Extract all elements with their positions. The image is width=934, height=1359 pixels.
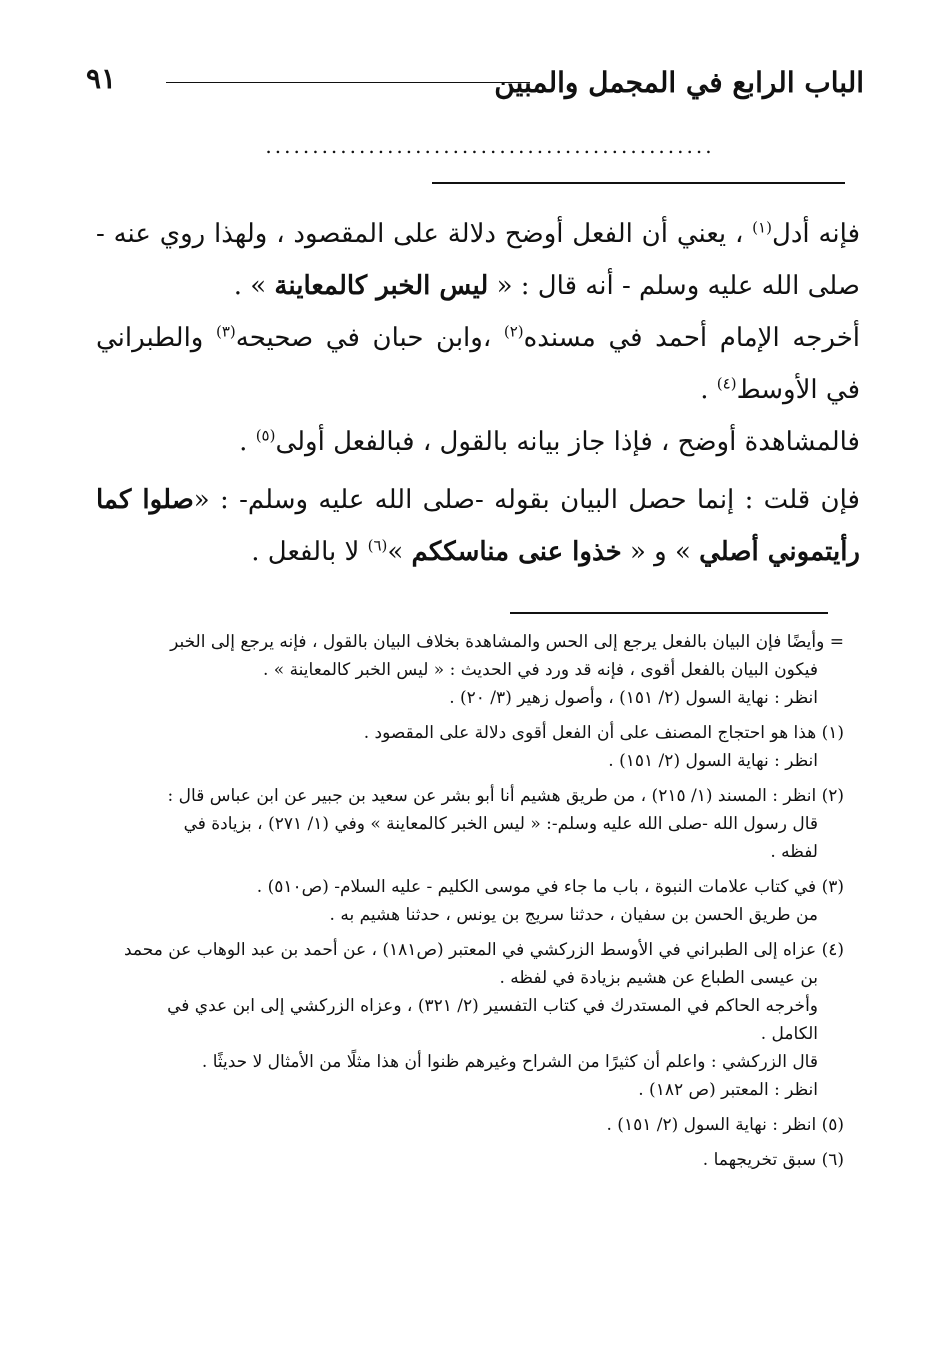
- text-run: ، يعني أن الفعل أوضح دلالة على المقصود ، ولهذا روي عنه - صلى الله عليه وسلم - أنه قال : «: [96, 219, 860, 301]
- footnote-line: قال رسول الله -صلى الله عليه وسلم-: « ليس الخبر كالمعاينة » وفي (١/ ٢٧١) ، بزيادة في: [183, 814, 818, 834]
- body-paragraph-1: [96, 208, 860, 312]
- footnote-ref-5[interactable]: (٥): [255, 426, 276, 445]
- footnote-line: (٢) انظر : المسند (١/ ٢١٥) ، من طريق هشيم أنا أبو بشر عن سعيد بن جبير عن ابن عباس قال :: [167, 786, 844, 806]
- footnote-5: [92, 1111, 844, 1139]
- hadith-quote: ليس الخبر كالمعاينة: [274, 271, 489, 301]
- footnote-line: قال الزركشي : واعلم أن كثيرًا من الشراح وغيرهم ظنوا أن هذا مثلًا من الأمثال لا حديثًا .: [201, 1052, 818, 1072]
- hadith-quote: خذوا عنى مناسككم: [411, 537, 622, 567]
- text-run: » .: [233, 271, 275, 301]
- omission-dots: ................................................: [265, 134, 715, 158]
- footnote-line: = وأيضًا فإن البيان بالفعل يرجع إلى الحس والمشاهدة بخلاف البيان بالقول ، فإنه يرجع إلى الخبر: [170, 632, 844, 652]
- footnote-continuation: [92, 628, 844, 712]
- text-run: .: [700, 375, 717, 405]
- footnote-line: الكامل .: [760, 1024, 818, 1044]
- footnote-line: انظر : المعتبر (ص ١٨٢) .: [638, 1080, 818, 1100]
- footnote-line: انظر : نهاية السول (٢/ ١٥١) ، وأصول زهير (٣/ ٢٠) .: [449, 688, 818, 708]
- chapter-title: الباب الرابع في المجمل والمبين: [494, 66, 864, 99]
- body-paragraph-3: [96, 416, 860, 468]
- footnote-line: من طريق الحسن بن سفيان ، حدثنا سريج بن يونس ، حدثنا هشيم به .: [329, 905, 818, 925]
- text-run: .: [239, 427, 256, 457]
- text-run: والطبراني في الأوسط: [96, 323, 860, 405]
- hadith-quote: صلوا كما رأيتموني أصلي: [96, 485, 860, 567]
- header-rule: [166, 82, 530, 83]
- footnote-ref-1[interactable]: (١): [752, 218, 772, 237]
- footnote-ref-6[interactable]: (٦): [367, 536, 388, 555]
- footnote-3: [92, 873, 844, 929]
- body-paragraph-4: [96, 474, 860, 578]
- footnote-line: (٥) انظر : نهاية السول (٢/ ١٥١) .: [606, 1115, 844, 1135]
- footnote-line: لفظه .: [770, 842, 818, 862]
- footnotes-section: [92, 628, 844, 1181]
- footnote-line: (٦) سبق تخريجهما .: [702, 1150, 844, 1170]
- text-run: فإن قلت : إنما حصل البيان بقوله -صلى الله عليه وسلم- : «: [193, 485, 860, 515]
- footnote-ref-4[interactable]: (٤): [716, 374, 737, 393]
- text-run: لا بالفعل .: [251, 537, 368, 567]
- text-run: »: [387, 537, 412, 567]
- footnote-line: (٣) في كتاب علامات النبوة ، باب ما جاء في موسى الكليم - عليه السلام- (ص٥١٠) .: [256, 877, 844, 897]
- text-run: ،وابن حبان في صحيحه: [235, 323, 504, 353]
- footnote-4: [92, 936, 844, 1104]
- page-number: ٩١: [86, 62, 117, 95]
- footnote-line: (٤) عزاه إلى الطبراني في الأوسط الزركشي في المعتبر (ص١٨١) ، عن أحمد بن عبد الوهاب عن محمد: [124, 940, 844, 960]
- footnote-line: انظر : نهاية السول (٢/ ١٥١) .: [608, 751, 818, 771]
- text-run: فإنه أدل: [771, 219, 861, 249]
- footnote-line: (١) هذا هو احتجاج المصنف على أن الفعل أقوى دلالة على المقصود .: [363, 723, 844, 743]
- footnote-1: [92, 719, 844, 775]
- section-rule: [432, 182, 845, 184]
- footnote-6: [92, 1146, 844, 1174]
- text-run: فالمشاهدة أوضح ، فإذا جاز بيانه بالقول ، فبالفعل أولى: [275, 427, 860, 457]
- footnote-line: فيكون البيان بالفعل أقوى ، فإنه قد ورد في الحديث : « ليس الخبر كالمعاينة » .: [262, 660, 818, 680]
- text-run: أخرجه الإمام أحمد في مسنده: [523, 323, 860, 353]
- text-run: » و «: [621, 537, 700, 567]
- footnote-line: وأخرجه الحاكم في المستدرك في كتاب التفسير (٢/ ٣٢١) ، وعزاه الزركشي إلى ابن عدي في: [167, 996, 818, 1016]
- footnote-2: [92, 782, 844, 866]
- footnote-ref-2[interactable]: (٢): [503, 322, 524, 341]
- body-paragraph-2: [96, 312, 860, 416]
- footnote-ref-3[interactable]: (٣): [215, 322, 236, 341]
- footnote-line: بن عيسى الطباع عن هشيم بزيادة في لفظه .: [499, 968, 818, 988]
- footnote-separator: [510, 612, 828, 614]
